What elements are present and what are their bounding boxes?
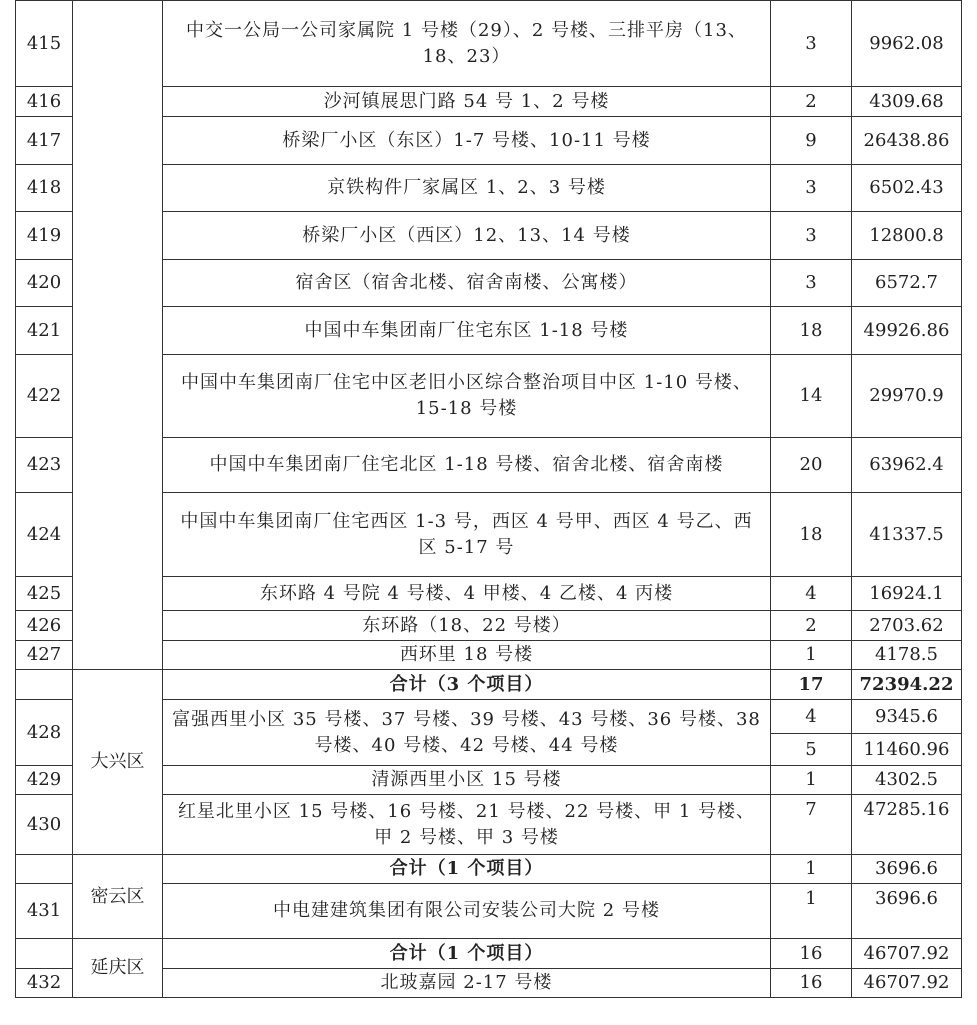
row-number: 416 <box>16 87 73 117</box>
floor-area: 72394.22 <box>852 670 962 700</box>
table-row <box>16 1 962 87</box>
floor-area: 11460.96 <box>852 734 962 766</box>
building-count: 14 <box>771 355 852 438</box>
floor-area: 12800.8 <box>852 212 962 260</box>
building-count: 2 <box>771 87 852 117</box>
row-number: 423 <box>16 438 73 493</box>
building-count: 16 <box>771 939 852 969</box>
renovation-project-table <box>15 0 962 998</box>
district-cell: 密云区 <box>73 855 163 939</box>
project-name: 中国中车集团南厂住宅北区 1-18 号楼、宿舍北楼、宿舍南楼 <box>163 438 771 493</box>
floor-area: 46707.92 <box>852 969 962 998</box>
floor-area: 16924.1 <box>852 577 962 611</box>
building-count: 18 <box>771 307 852 355</box>
project-name: 富强西里小区 35 号楼、37 号楼、39 号楼、43 号楼、36 号楼、38 号楼、40 号楼、42 号楼、44 号楼 <box>163 700 771 766</box>
building-count: 1 <box>771 766 852 795</box>
project-name: 中国中车集团南厂住宅东区 1-18 号楼 <box>163 307 771 355</box>
project-name: 东环路 4 号院 4 号楼、4 甲楼、4 乙楼、4 丙楼 <box>163 577 771 611</box>
project-name: 中国中车集团南厂住宅西区 1-3 号，西区 4 号甲、西区 4 号乙、西区 5-17 号 <box>163 493 771 577</box>
building-count: 7 <box>771 795 852 855</box>
subtotal-label: 合计（1 个项目） <box>163 855 771 884</box>
project-name: 中交一公局一公司家属院 1 号楼（29）、2 号楼、三排平房（13、18、23） <box>163 1 771 87</box>
floor-area: 4309.68 <box>852 87 962 117</box>
floor-area: 26438.86 <box>852 117 962 165</box>
project-name: 北玻嘉园 2-17 号楼 <box>163 969 771 998</box>
subtotal-row <box>16 670 962 700</box>
floor-area: 6572.7 <box>852 260 962 307</box>
building-count: 3 <box>771 212 852 260</box>
district-cell <box>73 1 163 670</box>
floor-area: 41337.5 <box>852 493 962 577</box>
floor-area: 29970.9 <box>852 355 962 438</box>
row-number: 418 <box>16 165 73 212</box>
subtotal-label: 合计（3 个项目） <box>163 670 771 700</box>
building-count: 20 <box>771 438 852 493</box>
building-count: 3 <box>771 165 852 212</box>
building-count: 3 <box>771 1 852 87</box>
project-name: 红星北里小区 15 号楼、16 号楼、21 号楼、22 号楼、甲 1 号楼、甲 2 号楼、甲 3 号楼 <box>163 795 771 855</box>
row-number: 422 <box>16 355 73 438</box>
floor-area: 2703.62 <box>852 611 962 641</box>
floor-area: 4302.5 <box>852 766 962 795</box>
project-name: 东环路（18、22 号楼） <box>163 611 771 641</box>
building-count: 4 <box>771 577 852 611</box>
row-number <box>16 939 73 969</box>
building-count: 3 <box>771 260 852 307</box>
floor-area: 9345.6 <box>852 700 962 734</box>
row-number: 420 <box>16 260 73 307</box>
row-number: 421 <box>16 307 73 355</box>
floor-area: 49926.86 <box>852 307 962 355</box>
row-number: 426 <box>16 611 73 641</box>
floor-area: 3696.6 <box>852 855 962 884</box>
row-number: 419 <box>16 212 73 260</box>
building-count: 2 <box>771 611 852 641</box>
floor-area: 9962.08 <box>852 1 962 87</box>
building-count: 1 <box>771 884 852 939</box>
row-number: 425 <box>16 577 73 611</box>
subtotal-row <box>16 855 962 884</box>
floor-area: 4178.5 <box>852 641 962 670</box>
row-number: 432 <box>16 969 73 998</box>
building-count: 16 <box>771 969 852 998</box>
building-count: 9 <box>771 117 852 165</box>
project-name: 桥梁厂小区（东区）1-7 号楼、10-11 号楼 <box>163 117 771 165</box>
subtotal-row <box>16 939 962 969</box>
building-count: 5 <box>771 734 852 766</box>
building-count: 18 <box>771 493 852 577</box>
project-name: 清源西里小区 15 号楼 <box>163 766 771 795</box>
project-name: 京铁构件厂家属区 1、2、3 号楼 <box>163 165 771 212</box>
row-number: 427 <box>16 641 73 670</box>
project-name: 中国中车集团南厂住宅中区老旧小区综合整治项目中区 1-10 号楼、15-18 号楼 <box>163 355 771 438</box>
project-name: 西环里 18 号楼 <box>163 641 771 670</box>
district-cell: 大兴区 <box>73 670 163 855</box>
floor-area: 47285.16 <box>852 795 962 855</box>
row-number: 428 <box>16 700 73 766</box>
row-number: 430 <box>16 795 73 855</box>
project-name: 沙河镇展思门路 54 号 1、2 号楼 <box>163 87 771 117</box>
subtotal-label: 合计（1 个项目） <box>163 939 771 969</box>
floor-area: 6502.43 <box>852 165 962 212</box>
row-number: 429 <box>16 766 73 795</box>
row-number: 431 <box>16 884 73 939</box>
project-name: 中电建建筑集团有限公司安装公司大院 2 号楼 <box>163 884 771 939</box>
row-number: 417 <box>16 117 73 165</box>
row-number <box>16 855 73 884</box>
building-count: 4 <box>771 700 852 734</box>
building-count: 1 <box>771 855 852 884</box>
row-number: 415 <box>16 1 73 87</box>
district-cell: 延庆区 <box>73 939 163 998</box>
row-number <box>16 670 73 700</box>
floor-area: 3696.6 <box>852 884 962 939</box>
building-count: 1 <box>771 641 852 670</box>
floor-area: 46707.92 <box>852 939 962 969</box>
project-name: 桥梁厂小区（西区）12、13、14 号楼 <box>163 212 771 260</box>
project-name: 宿舍区（宿舍北楼、宿舍南楼、公寓楼） <box>163 260 771 307</box>
floor-area: 63962.4 <box>852 438 962 493</box>
building-count: 17 <box>771 670 852 700</box>
row-number: 424 <box>16 493 73 577</box>
